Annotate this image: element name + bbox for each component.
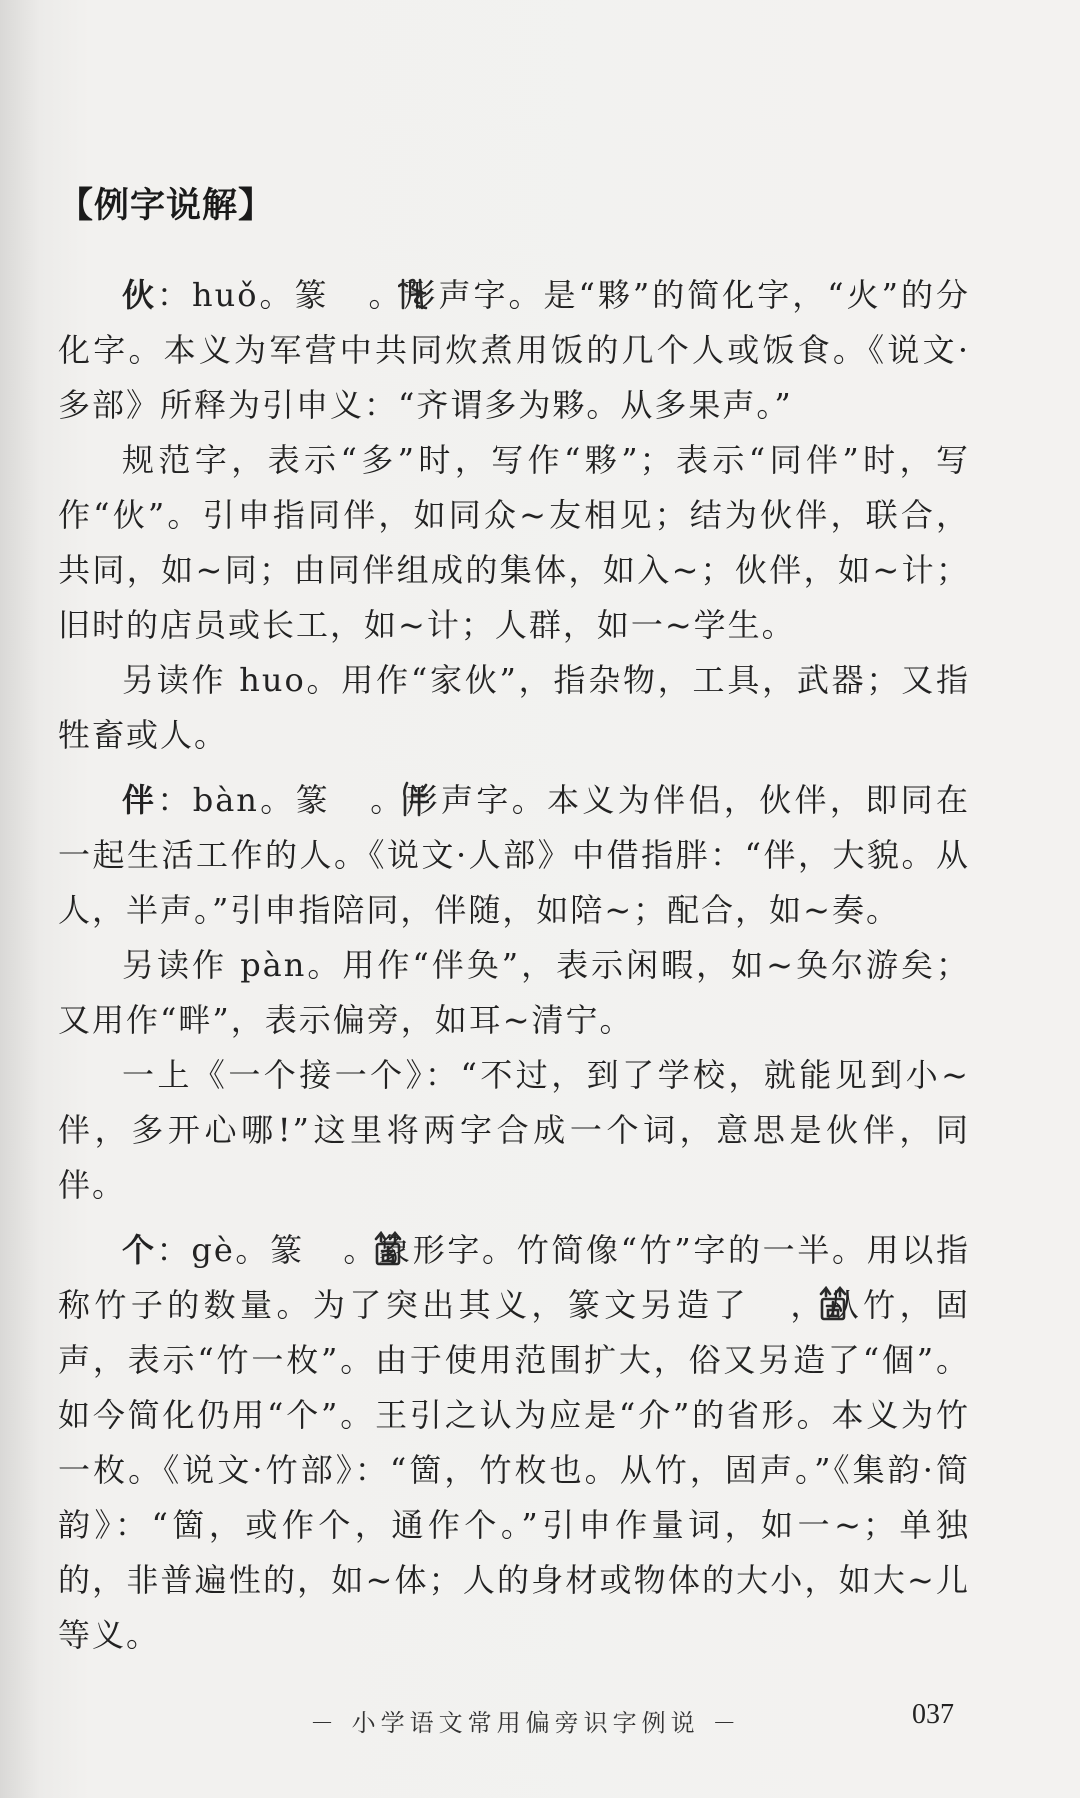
- entry-text: 。形声字。是“夥”的简化字，“火”的分化字。本义为军营中共同炊煮用饭的几个人或饭食。《说文·多部》所释为引申义：“齐谓多为夥。从多果声。”: [58, 276, 970, 424]
- page-number: 037: [912, 1699, 954, 1730]
- entry-pinyin: ：huǒ。篆: [157, 276, 330, 314]
- entry-paragraph-ge: [58, 1223, 970, 1663]
- entry-paragraph: 另读作 pàn。用作“伴奂”，表示闲暇，如~奂尔游矣；又用作“畔”，表示偏旁，如耳~清宁。: [58, 946, 970, 1039]
- entry-pinyin: ：bàn。篆: [157, 781, 331, 819]
- entry-paragraph: 另读作 huo。用作“家伙”，指杂物，工具，武器；又指牲畜或人。: [58, 661, 970, 754]
- entry-pinyin: ：gè。篆: [156, 1231, 305, 1269]
- entry-head-char: 伙: [122, 276, 158, 314]
- entry-text: 。象形字。竹简像“竹”字的一半。用以指称竹子的数量。为了突出其义，篆文另造了: [58, 1231, 970, 1324]
- entry-paragraph-huo: [58, 268, 970, 433]
- entry-paragraph-ban: [58, 773, 970, 938]
- seal-script-ge-variant-icon: [754, 1284, 784, 1320]
- seal-script-ban-icon: [335, 779, 365, 815]
- section-heading: 【例字说解】: [58, 186, 275, 226]
- seal-script-ge-icon: [309, 1229, 339, 1265]
- entry-paragraph: 规范字，表示“多”时，写作“夥”；表示“同伴”时，写作“伙”。引申指同伴，如同众~友相见；结为伙伴，联合，共同，如~同；由同伴组成的集体，如入~；伙伴，如~计；旧时的店员或长工，如~计；人群，如一~学生。: [58, 441, 970, 644]
- entry-text: ，从竹，固声，表示“竹一枚”。由于使用范围扩大，俗又另造了“個”。如今简化仍用“个”。王引之认为应是“介”的省形。本义为竹一枚。《说文·竹部》：“箇，竹枚也。从竹，固声。”《集韵·简韵》：“箇，或作个，通作个。”引申作量词，如一~；单独的，非普遍性的，如~体；人的身材或物体的大小，如大~儿等义。: [58, 1286, 970, 1654]
- entry-text: 。形声字。本义为伴侣，伙伴，即同在一起生活工作的人。《说文·人部》中借指胖：“伴，大貌。从人，半声。”引申指陪同，伴随，如陪~；配合，如~奏。: [58, 781, 970, 929]
- entry-paragraph: 一上《一个接一个》：“不过，到了学校，就能见到小~伴，多开心哪!”这里将两字合成一个词，意思是伙伴，同伴。: [58, 1056, 970, 1204]
- entry-head-char: 个: [122, 1231, 157, 1269]
- seal-script-huo-icon: [334, 274, 364, 310]
- footer-book-title: － 小学语文常用偏旁识字例说 －: [310, 1709, 742, 1737]
- entry-head-char: 伴: [122, 781, 158, 819]
- page-content: [58, 268, 970, 1663]
